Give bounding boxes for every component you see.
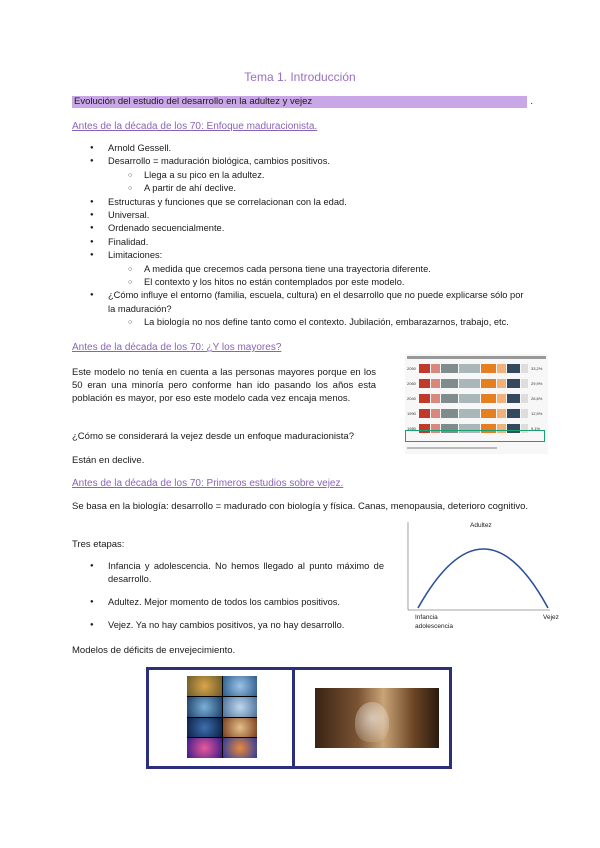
mayores-question: ¿Cómo se considerará la vejez desde un enfoque maduracionista? xyxy=(72,431,354,442)
list-item: ● Desarrollo = maduración biológica, cambios positivos. xyxy=(108,155,533,168)
table-year: 2040 xyxy=(407,396,416,401)
table-pct: 12,5% xyxy=(531,411,543,416)
collage-tile xyxy=(187,738,222,758)
table-row xyxy=(407,394,546,403)
list-item: ● Ordenado secuencialmente. xyxy=(108,222,533,235)
collage-tile xyxy=(223,697,258,717)
collage-tile xyxy=(187,676,222,696)
models-heading: Modelos de déficits de envejecimiento. xyxy=(72,645,236,656)
table-pct: 29,9% xyxy=(531,381,543,386)
table-year: 1980 xyxy=(407,426,416,431)
mayores-answer: Están en declive. xyxy=(72,455,145,466)
stages-label: Tres etapas: xyxy=(72,539,125,550)
collage-tile xyxy=(187,697,222,717)
table-year: 2050 xyxy=(407,366,416,371)
table-segment xyxy=(419,394,430,403)
table-pct: 9,1% xyxy=(531,426,541,431)
collage-tile xyxy=(223,718,258,738)
table-segment xyxy=(441,379,458,388)
collage-tile xyxy=(223,676,258,696)
frame-divider xyxy=(292,670,295,766)
list-item: ● Arnold Gessell. xyxy=(108,142,533,155)
collage-tile xyxy=(187,718,222,738)
table-segment xyxy=(459,364,480,373)
section-link-primeros-estudios[interactable]: Antes de la década de los 70: Primeros estudios sobre vejez. xyxy=(72,478,344,489)
table-pct: 26,6% xyxy=(531,396,543,401)
table-segment xyxy=(521,394,528,403)
table-segment xyxy=(521,379,528,388)
table-segment xyxy=(497,409,506,418)
list-item: ● Limitaciones: xyxy=(108,249,533,262)
hourglass-glass xyxy=(355,702,389,742)
table-segment xyxy=(431,364,440,373)
maduracionista-list xyxy=(108,142,533,330)
population-table-image xyxy=(405,354,548,454)
list-item: ○ Llega a su pico en la adultez. xyxy=(144,169,533,182)
section-link-maduracionista[interactable]: Antes de la década de los 70: Enfoque maduracionista. xyxy=(72,121,318,132)
list-item: ○ A medida que crecemos cada persona tiene una trayectoria diferente. xyxy=(144,263,533,276)
curve-label-vejez: Vejez xyxy=(543,614,559,621)
table-segment xyxy=(459,379,480,388)
table-segment xyxy=(431,409,440,418)
list-item: ● Finalidad. xyxy=(108,236,533,249)
table-year: 2060 xyxy=(407,381,416,386)
list-item: ● Infancia y adolescencia. No hemos llegado al punto máximo de desarrollo. xyxy=(108,560,384,586)
curve-label-adultez: Adultez xyxy=(470,522,492,529)
table-segment xyxy=(481,379,496,388)
table-segment xyxy=(507,409,520,418)
table-segment xyxy=(441,364,458,373)
table-segment xyxy=(431,394,440,403)
table-segment xyxy=(419,409,430,418)
cells-collage xyxy=(187,676,257,758)
table-segment xyxy=(441,394,458,403)
table-segment xyxy=(431,379,440,388)
list-item: ● Universal. xyxy=(108,209,533,222)
curve-line xyxy=(418,549,548,608)
biologia-paragraph: Se basa en la biología: desarrollo = madurado con biología y física. Canas, menopausia, deterioro cognitivo. xyxy=(72,501,529,512)
table-segment xyxy=(419,379,430,388)
table-segment xyxy=(459,394,480,403)
table-segment xyxy=(507,364,520,373)
section-heading-text: Evolución del estudio del desarrollo en la adultez y vejez xyxy=(74,96,313,107)
section-link-mayores[interactable]: Antes de la década de los 70: ¿Y los mayores? xyxy=(72,342,282,353)
table-segment xyxy=(481,364,496,373)
table-segment xyxy=(497,364,506,373)
table-segment xyxy=(441,409,458,418)
table-segment xyxy=(507,379,520,388)
table-segment xyxy=(497,394,506,403)
table-segment xyxy=(507,394,520,403)
table-segment xyxy=(419,364,430,373)
list-item: ● Estructuras y funciones que se correlacionan con la edad. xyxy=(108,196,533,209)
table-pct: 33,2% xyxy=(531,366,543,371)
deficit-images-frame xyxy=(146,667,452,769)
collage-tile xyxy=(223,738,258,758)
table-row xyxy=(407,364,546,373)
list-item: ● Vejez. Ya no hay cambios positivos, ya no hay desarrollo. xyxy=(108,619,384,632)
highlight-frame xyxy=(405,430,545,442)
table-segment xyxy=(497,379,506,388)
table-year: 1990 xyxy=(407,411,416,416)
table-segment xyxy=(521,364,528,373)
list-item: ○ La biología no nos define tanto como el contexto. Jubilación, embarazarnos, trabajo, etc. xyxy=(144,316,533,329)
list-item: ● Adultez. Mejor momento de todos los cambios positivos. xyxy=(108,596,384,609)
table-row xyxy=(407,379,546,388)
table-segment xyxy=(481,409,496,418)
curve-label-adolescencia: adolescencia xyxy=(415,623,453,630)
heading-dot: . xyxy=(530,96,533,107)
stages-list xyxy=(108,560,384,633)
table-segment xyxy=(481,394,496,403)
table-header-bar xyxy=(407,356,546,359)
list-item: ○ El contexto y los hitos no están contemplados por este modelo. xyxy=(144,276,533,289)
table-segment xyxy=(459,409,480,418)
section-heading xyxy=(72,96,533,108)
hourglass-photo xyxy=(315,688,439,748)
list-item: ● ¿Cómo influye el entorno (familia, escuela, cultura) en el desarrollo que no puede explicarse sólo por la maduración? xyxy=(108,289,533,316)
table-segment xyxy=(521,409,528,418)
list-item: ○ A partir de ahí declive. xyxy=(144,182,533,195)
curve-label-infancia: Infancia xyxy=(415,614,438,621)
mayores-paragraph: Este modelo no tenía en cuenta a las personas mayores porque en los 50 eran una minoría pero conforme han ido pasando los años esta población es mayor, por eso este modelo cada vez encaja menos. xyxy=(72,367,376,404)
page-title: Tema 1. Introducción xyxy=(244,70,356,84)
development-curve xyxy=(400,520,560,632)
table-footnote xyxy=(407,447,497,449)
table-row xyxy=(407,409,546,418)
